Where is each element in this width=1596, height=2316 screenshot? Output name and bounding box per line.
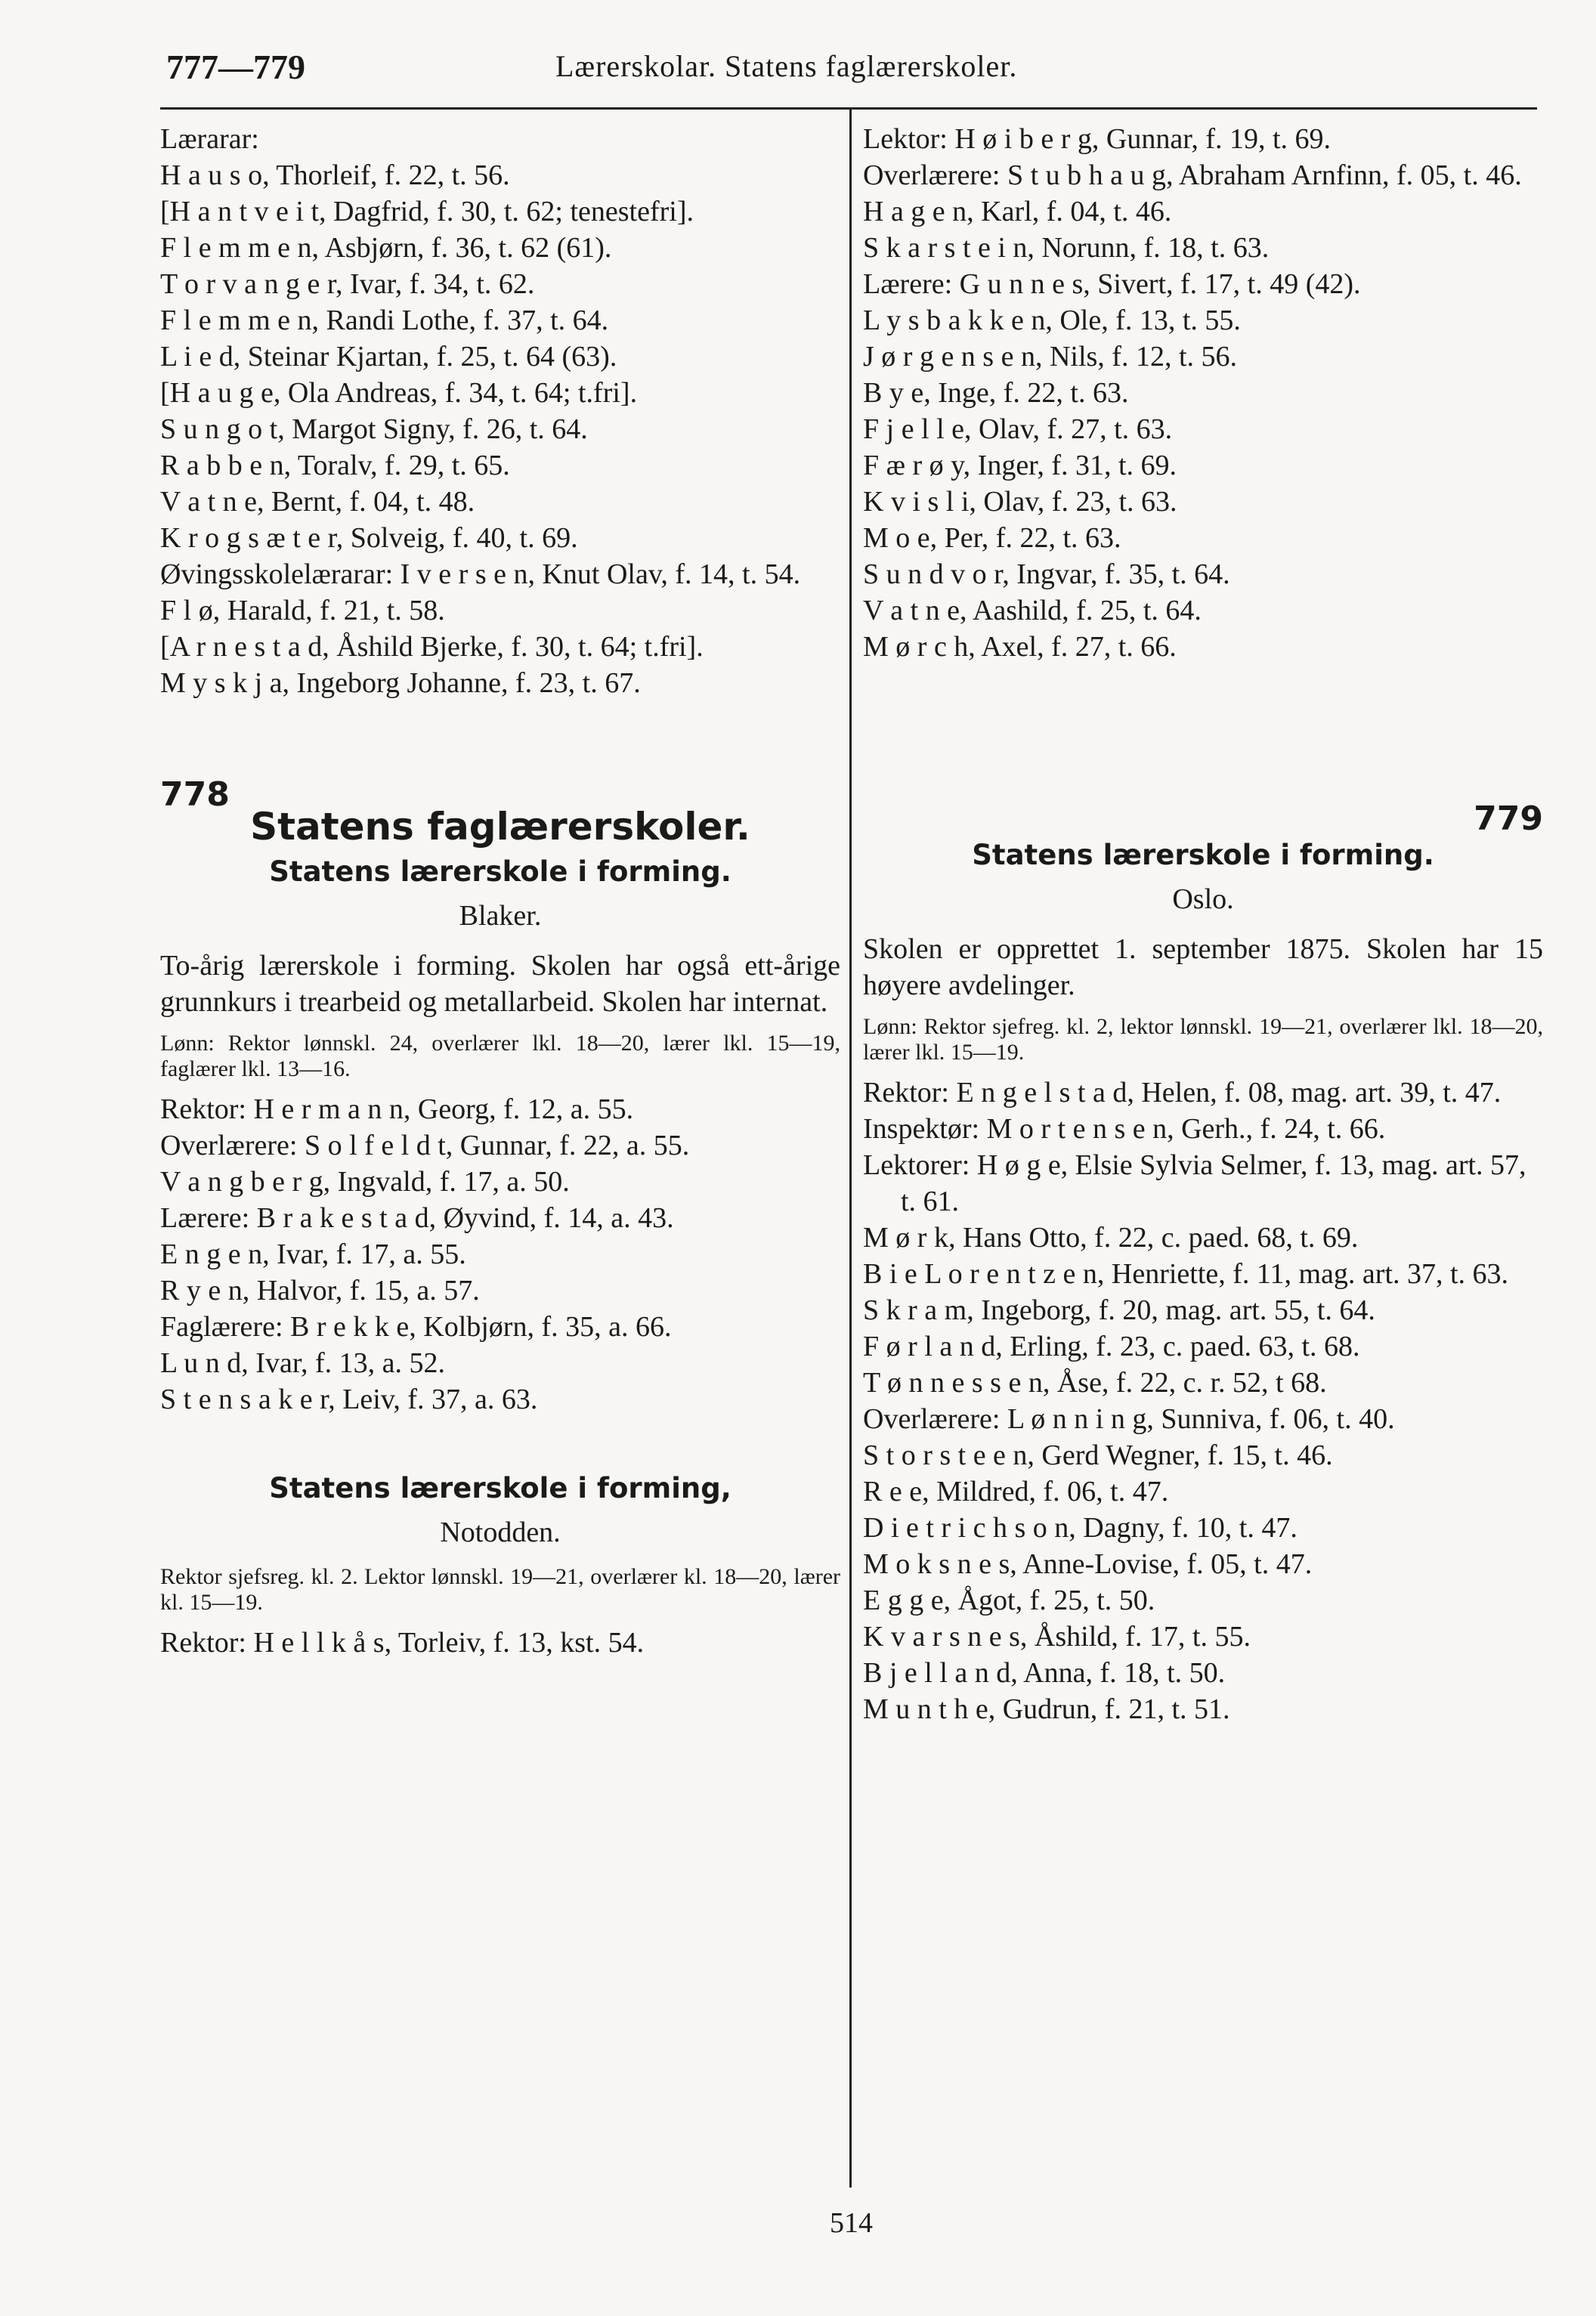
list-entry: M ø r k, Hans Otto, f. 22, c. paed. 68, t. 69. [863, 1222, 1359, 1254]
entry-with-label [160, 1091, 840, 1127]
entry: B r a k e s t a d, Øyvind, f. 14, a. 43. [256, 1202, 674, 1234]
role-label: Lektorer: [863, 1149, 970, 1181]
salary-note: Lønn: Rektor lønnskl. 24, overlærer lkl. 18—20, lærer lkl. 15—19, faglærer lkl. 13—16. [160, 1031, 840, 1081]
list-entry: E n g e n, Ivar, f. 17, a. 55. [160, 1238, 466, 1270]
entry-list [160, 592, 840, 701]
section-heading: Statens faglærerskoler. [250, 805, 750, 849]
entry-with-label [160, 1200, 840, 1236]
entry-list [160, 157, 840, 556]
list-entry: [H a u g e, Ola Andreas, f. 34, t. 64; t.fri]. [160, 377, 638, 409]
list-entry: K v a r s n e s, Åshild, f. 17, t. 55. [863, 1621, 1251, 1653]
entry-list [160, 1345, 840, 1418]
list-entry: F æ r ø y, Inger, f. 31, t. 69. [863, 450, 1177, 481]
list-entry: D i e t r i c h s o n, Dagny, f. 10, t. 47. [863, 1512, 1298, 1544]
entry-with-label [160, 1127, 840, 1164]
role-label: Rektor: [863, 1077, 949, 1109]
entry-list [160, 1164, 840, 1200]
entry-list [863, 1220, 1543, 1401]
list-entry: K r o g s æ t e r, Solveig, f. 40, t. 69. [160, 522, 578, 554]
entry-with-label [863, 1401, 1543, 1437]
entry: S t u b h a u g, Abraham Arnfinn, f. 05, t. 46. [1007, 159, 1522, 191]
entry-with-label [863, 1075, 1543, 1111]
list-entry: S t o r s t e e n, Gerd Wegner, f. 15, t. 46. [863, 1439, 1333, 1471]
role-label: Lærere: [863, 268, 953, 300]
list-entry: L i e d, Steinar Kjartan, f. 25, t. 64 (63). [160, 341, 617, 373]
role-label: Rektor: [160, 1627, 246, 1659]
school-place: Oslo. [1172, 883, 1234, 915]
entry-with-label [863, 1111, 1543, 1147]
entry: B r e k k e, Kolbjørn, f. 35, a. 66. [290, 1311, 672, 1343]
left-column [160, 121, 840, 1661]
list-entry: B i e L o r e n t z e n, Henriette, f. 11, mag. art. 37, t. 63. [863, 1258, 1509, 1290]
list-entry: M o k s n e s, Anne-Lovise, f. 05, t. 47. [863, 1548, 1313, 1580]
list-entry: S k a r s t e i n, Norunn, f. 18, t. 63. [863, 232, 1270, 264]
role-label: Faglærere: [160, 1311, 283, 1343]
entry-with-label [863, 121, 1543, 157]
list-entry: F j e l l e, Olav, f. 27, t. 63. [863, 413, 1173, 445]
list-entry: S k r a m, Ingeborg, f. 20, mag. art. 55, t. 64. [863, 1294, 1375, 1326]
list-entry: R a b b e n, Toralv, f. 29, t. 65. [160, 450, 510, 481]
role-label: Lektor: [863, 123, 948, 155]
entry: L ø n n i n g, Sunniva, f. 06, t. 40. [1007, 1403, 1395, 1435]
list-entry: F ø r l a n d, Erling, f. 23, c. paed. 63, t. 68. [863, 1331, 1360, 1362]
list-entry: B y e, Inge, f. 22, t. 63. [863, 377, 1129, 409]
header-rule [160, 107, 1537, 110]
list-entry: T ø n n e s s e n, Åse, f. 22, c. r. 52, t 68. [863, 1367, 1327, 1399]
list-entry: B j e l l a n d, Anna, f. 18, t. 50. [863, 1657, 1226, 1689]
entry: H e r m a n n, Georg, f. 12, a. 55. [253, 1093, 634, 1125]
list-entry: V a n g b e r g, Ingvald, f. 17, a. 50. [160, 1166, 570, 1198]
school-intro: Skolen er opprettet 1. september 1875. Skolen har 15 høyere avdelinger. [863, 933, 1543, 1001]
entry: I v e r s e n, Knut Olav, f. 14, t. 54. [400, 558, 801, 590]
list-entry: S u n g o t, Margot Signy, f. 26, t. 64. [160, 413, 588, 445]
entry-with-label [863, 266, 1543, 302]
list-entry: [A r n e s t a d, Åshild Bjerke, f. 30, t. 64; t.fri]. [160, 631, 704, 663]
list-entry: L u n d, Ivar, f. 13, a. 52. [160, 1347, 445, 1379]
salary-note: Lønn: Rektor sjefreg. kl. 2, lektor lønnskl. 19—21, overlærer lkl. 18—20, lærer lkl. 15—19. [863, 1014, 1543, 1065]
list-entry: M o e, Per, f. 22, t. 63. [863, 522, 1121, 554]
school-title: Statens lærerskole i forming. [972, 839, 1434, 871]
list-entry: J ø r g e n s e n, Nils, f. 12, t. 56. [863, 341, 1238, 373]
section-number: 779 [1474, 799, 1543, 838]
list-entry: M ø r c h, Axel, f. 27, t. 66. [863, 631, 1177, 663]
role-label: Øvingsskolelærarar: [160, 558, 394, 590]
school-intro: To-årig lærerskole i forming. Skolen har også ett-årige grunnkurs i trearbeid og metallarbeid. Skolen har internat. [160, 950, 840, 1018]
role-label: Overlærere: [160, 1130, 298, 1161]
list-entry: V a t n e, Bernt, f. 04, t. 48. [160, 486, 475, 518]
list-entry: R e e, Mildred, f. 06, t. 47. [863, 1476, 1169, 1507]
list-entry: H a u s o, Thorleif, f. 22, t. 56. [160, 159, 510, 191]
entry-list [863, 302, 1543, 665]
role-label: Overlærere: [863, 1403, 1001, 1435]
list-entry: M u n t h e, Gudrun, f. 21, t. 51. [863, 1693, 1230, 1725]
entry-list [160, 1236, 840, 1309]
entry-with-label [863, 157, 1543, 193]
right-column [863, 121, 1543, 1727]
role-label: Inspektør: [863, 1113, 980, 1145]
entry: M o r t e n s e n, Gerh., f. 24, t. 66. [986, 1113, 1386, 1145]
entry: H e l l k å s, Torleiv, f. 13, kst. 54. [253, 1627, 645, 1659]
entry: G u n n e s, Sivert, f. 17, t. 49 (42). [959, 268, 1361, 300]
school-place: Blaker. [459, 900, 542, 932]
entry: E n g e l s t a d, Helen, f. 08, mag. art. 39, t. 47. [956, 1077, 1502, 1109]
entry: H ø g e, Elsie Sylvia Selmer, f. 13, mag. art. 57, t. 61. [901, 1149, 1526, 1217]
list-entry: H a g e n, Karl, f. 04, t. 46. [863, 196, 1172, 227]
list-entry: F l e m m e n, Randi Lothe, f. 37, t. 64. [160, 305, 609, 336]
salary-note: Rektor sjefsreg. kl. 2. Lektor lønnskl. 19—21, overlærer kl. 18—20, lærer kl. 15—19. [160, 1564, 840, 1615]
list-entry: M y s k j a, Ingeborg Johanne, f. 23, t. 67. [160, 667, 641, 699]
section-label: Lærarar: [160, 123, 259, 155]
entry-with-label [160, 556, 840, 592]
entry-with-label [863, 1147, 1543, 1220]
list-entry: E g g e, Ågot, f. 25, t. 50. [863, 1585, 1155, 1616]
running-title: Lærerskolar. Statens faglærerskoler. [555, 49, 1018, 83]
entry-list [863, 1437, 1543, 1727]
school-title: Statens lærerskole i forming, [269, 1472, 732, 1504]
page-number: 514 [830, 2207, 873, 2239]
entry-with-label [160, 1625, 840, 1661]
list-entry: F l ø, Harald, f. 21, t. 58. [160, 595, 445, 626]
school-place: Notodden. [440, 1517, 561, 1548]
entry-list [863, 193, 1543, 266]
role-label: Overlærere: [863, 159, 1001, 191]
list-entry: R y e n, Halvor, f. 15, a. 57. [160, 1275, 480, 1306]
section-number: 778 [160, 775, 230, 814]
entry: S o l f e l d t, Gunnar, f. 22, a. 55. [304, 1130, 690, 1161]
school-title: Statens lærerskole i forming. [269, 855, 732, 888]
column-divider [849, 110, 852, 2188]
entry: H ø i b e r g, Gunnar, f. 19, t. 69. [954, 123, 1332, 155]
list-entry: F l e m m e n, Asbjørn, f. 36, t. 62 (61). [160, 232, 612, 264]
role-label: Lærere: [160, 1202, 250, 1234]
list-entry: S u n d v o r, Ingvar, f. 35, t. 64. [863, 558, 1230, 590]
page-range: 777—779 [166, 48, 305, 86]
list-entry: S t e n s a k e r, Leiv, f. 37, a. 63. [160, 1384, 538, 1415]
list-entry: L y s b a k k e n, Ole, f. 13, t. 55. [863, 305, 1241, 336]
list-entry: [H a n t v e i t, Dagfrid, f. 30, t. 62; tenestefri]. [160, 196, 694, 227]
list-entry: V a t n e, Aashild, f. 25, t. 64. [863, 595, 1202, 626]
list-entry: T o r v a n g e r, Ivar, f. 34, t. 62. [160, 268, 535, 300]
entry-with-label [160, 1309, 840, 1345]
role-label: Rektor: [160, 1093, 246, 1125]
list-entry: K v i s l i, Olav, f. 23, t. 63. [863, 486, 1177, 518]
